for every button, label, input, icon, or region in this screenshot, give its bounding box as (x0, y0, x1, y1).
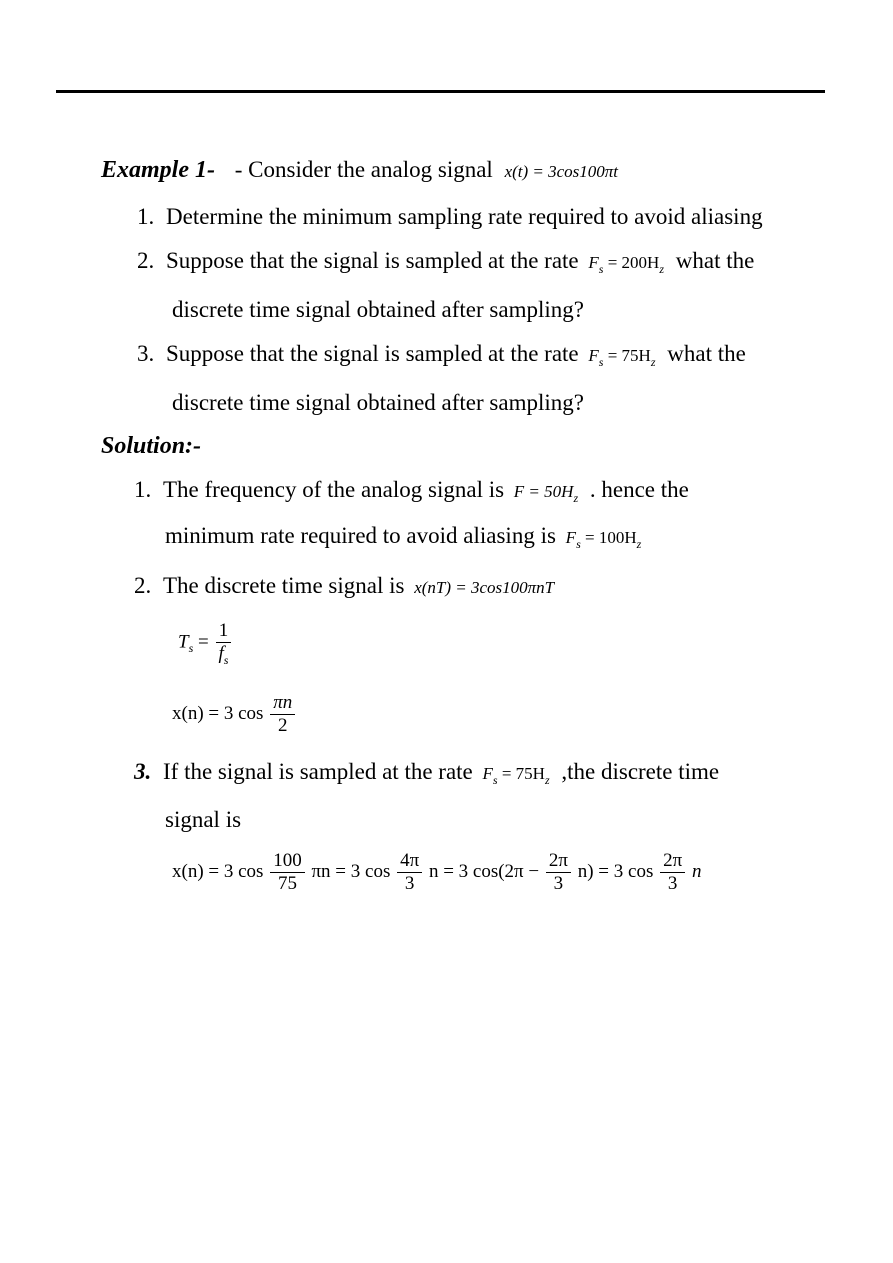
item-text-tail: what the (675, 248, 755, 273)
example-item-1 (137, 203, 813, 231)
ts-equation: $T_s$ = $\frac{1}{f_s}$ (178, 620, 233, 666)
item-text: Suppose that the signal is sampled at the rate (166, 248, 579, 273)
fraction-100-75: $\frac{100}{75}$ (270, 850, 305, 895)
rate-formula: $F_s = 100H_z$ (565, 528, 642, 551)
final-equation: x(n) = 3 cos $\frac{100}{75}$ πn = 3 cos $\frac{4\pi}{3}$ n = 3 cos(2π − $\frac{2\pi}{3}$ n) = 3 cos $\frac{2\pi}{3}$ n (172, 850, 702, 894)
solution-item-2 (134, 572, 554, 602)
discrete-equation: x(nT) = 3cos100πnT (414, 578, 555, 597)
item-number: 1. (134, 477, 152, 502)
solution-heading: Solution:- (101, 433, 202, 459)
fraction-4pi-3: $\frac{4\pi}{3}$ (397, 850, 422, 895)
item-text: Suppose that the signal is sampled at the rate (166, 341, 579, 366)
fraction-2pi-3-a: $\frac{2\pi}{3}$ (546, 850, 571, 895)
example-item-3-cont: discrete time signal obtained after sampling? (172, 390, 584, 415)
item-text: The frequency of the analog signal is (163, 477, 505, 502)
example-item-2 (137, 247, 813, 278)
item-text: minimum rate required to avoid aliasing is (165, 523, 556, 548)
example-heading (101, 156, 618, 186)
example-label: Example 1- (101, 157, 215, 183)
rate-formula: $F_s = 75H_z$ (588, 346, 656, 369)
top-rule (56, 90, 825, 93)
item-number: 2. (137, 248, 155, 273)
item-text: The discrete time signal is (163, 573, 405, 598)
item-number: 3. (137, 341, 155, 366)
example-item-3 (137, 340, 813, 371)
xn-fraction: $\frac{\pi n}{2}$ (270, 692, 295, 737)
fraction-2pi-3-b: $\frac{2\pi}{3}$ (660, 850, 685, 895)
example-item-2-cont: discrete time signal obtained after sampling? (172, 297, 584, 322)
item-number: 3. (134, 759, 152, 784)
xn-equation: x(n) = 3 cos $\frac{\pi n}{2}$ (172, 692, 297, 737)
example-signal: x(t) = 3cos100πt (504, 162, 619, 181)
solution-item-1-cont (165, 522, 641, 553)
freq-formula: $F = 50H_z$ (513, 482, 579, 505)
item-text-tail: ,the discrete time (561, 759, 720, 784)
rate-formula: $F_s = 75H_z$ (482, 764, 550, 787)
item-text: Determine the minimum sampling rate required to avoid aliasing (166, 204, 763, 229)
item-text-tail: . hence the (589, 477, 689, 502)
example-intro: - Consider the analog signal (234, 157, 493, 182)
item-number: 1. (137, 204, 155, 229)
item-text: If the signal is sampled at the rate (163, 759, 473, 784)
solution-item-1 (134, 476, 689, 507)
solution-item-3-cont: signal is (165, 807, 242, 832)
item-number: 2. (134, 573, 152, 598)
rate-formula: $F_s = 200H_z$ (588, 253, 664, 276)
solution-item-3 (134, 758, 719, 789)
ts-fraction: $\frac{1}{f_s}$ (215, 620, 231, 666)
item-text-tail: what the (667, 341, 746, 366)
